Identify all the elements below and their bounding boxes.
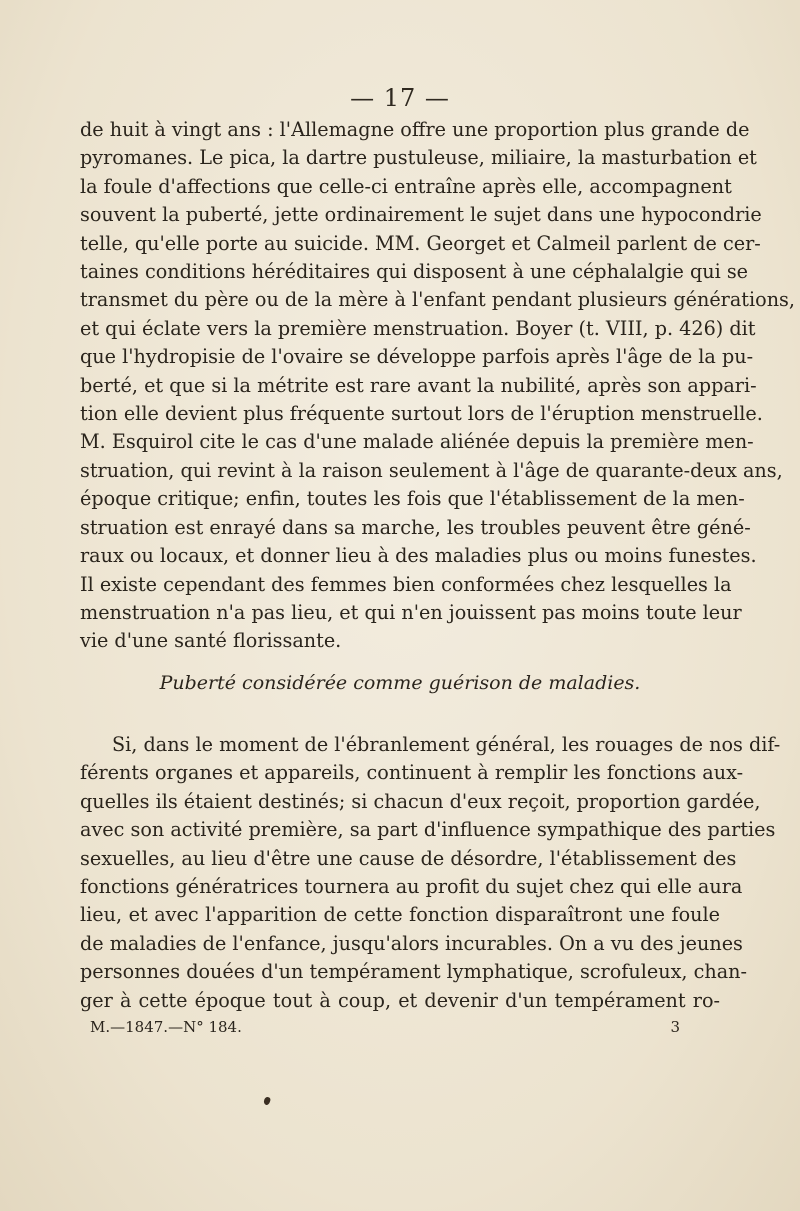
text-line: berté, et que si la métrite est rare avant la nubilité, après son appari- <box>80 373 757 397</box>
text-line: menstruation n'a pas lieu, et qui n'en jouissent pas moins toute leur <box>80 600 742 624</box>
page-number: — 17 — <box>350 84 450 112</box>
text-line: et qui éclate vers la première menstruation. Boyer (t. VIII, p. 426) dit <box>80 316 756 340</box>
paragraph-1 <box>80 116 795 656</box>
text-line: vie d'une santé florissante. <box>80 629 342 653</box>
text-line: la foule d'affections que celle-ci entraîne après elle, accompagnent <box>80 174 732 198</box>
text-line: avec son activité première, sa part d'influence sympathique des parties <box>80 818 776 842</box>
text-line: que l'hydropisie de l'ovaire se développe parfois après l'âge de la pu- <box>80 345 754 369</box>
text-line: de huit à vingt ans : l'Allemagne offre une proportion plus grande de <box>80 118 750 141</box>
text-line: transmet du père ou de la mère à l'enfant pendant plusieurs générations, <box>80 288 795 312</box>
footer-sheet-number: 3 <box>670 1018 680 1036</box>
text-line: fonctions génératrices tournera au profit du sujet chez qui elle aura <box>80 875 743 899</box>
text-line: époque critique; enfin, toutes les fois que l'établissement de la men- <box>80 487 745 511</box>
text-line: sexuelles, au lieu d'être une cause de désordre, l'établissement des <box>80 846 737 870</box>
text-line: pyromanes. Le pica, la dartre pustuleuse, miliaire, la masturbation et <box>80 146 757 170</box>
text-line: Si, dans le moment de l'ébranlement général, les rouages de nos dif- <box>112 733 781 756</box>
text-line: personnes douées d'un tempérament lymphatique, scrofuleux, chan- <box>80 960 747 984</box>
text-line: ger à cette époque tout à coup, et devenir d'un tempérament ro- <box>80 988 720 1012</box>
paragraph-2 <box>80 731 781 1015</box>
text-line: raux ou locaux, et donner lieu à des maladies plus ou moins funestes. <box>80 544 757 568</box>
text-line: lieu, et avec l'apparition de cette fonction disparaîtront une foule <box>80 903 720 927</box>
text-line: souvent la puberté, jette ordinairement le sujet dans une hypocondrie <box>80 203 762 227</box>
text-line: struation est enrayé dans sa marche, les troubles peuvent être géné- <box>80 515 751 539</box>
section-heading: Puberté considérée comme guérison de maladies. <box>159 672 641 694</box>
text-line: de maladies de l'enfance, jusqu'alors incurables. On a vu des jeunes <box>80 931 743 955</box>
text-line: tion elle devient plus fréquente surtout lors de l'éruption menstruelle. <box>80 402 763 426</box>
text-line: Il existe cependant des femmes bien conformées chez lesquelles la <box>80 572 732 596</box>
text-line: M. Esquirol cite le cas d'une malade aliénée depuis la première men- <box>80 430 754 454</box>
ink-spot <box>263 1096 271 1106</box>
text-line: struation, qui revint à la raison seulement à l'âge de quarante-deux ans, <box>80 458 783 482</box>
page-footer <box>90 1018 710 1036</box>
footer-signature: M.—1847.—N° 184. <box>90 1018 242 1036</box>
text-line: telle, qu'elle porte au suicide. MM. Georget et Calmeil parlent de cer- <box>80 231 761 255</box>
text-line: férents organes et appareils, continuent à remplir les fonctions aux- <box>80 761 744 785</box>
text-line: taines conditions héréditaires qui disposent à une céphalalgie qui se <box>80 260 749 284</box>
text-line: quelles ils étaient destinés; si chacun d'eux reçoit, proportion gardée, <box>80 789 761 813</box>
